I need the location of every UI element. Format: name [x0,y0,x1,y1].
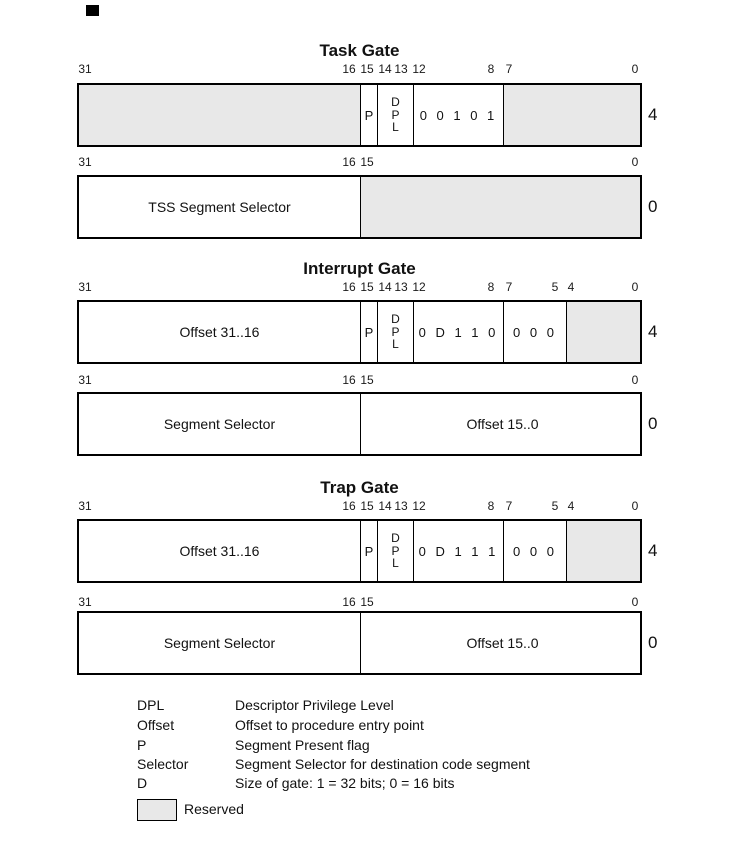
bit-number-label: 12 [412,280,426,294]
p-flag-cell: P [360,85,377,145]
p-flag-cell: P [360,302,377,362]
bit-number-label: 8 [487,280,495,294]
offset-31-16-field: Offset 31..16 [79,521,360,581]
byte-offset-label: 0 [648,633,658,652]
legend-term: Offset [137,717,175,733]
offset-15-0-field: Offset 15..0 [360,613,642,673]
task-gate-dword-0 [77,175,642,239]
interrupt-gate-dword-4 [77,300,642,364]
bit-number-label: 0 [631,499,639,513]
segment-selector-field: Segment Selector [79,394,360,454]
bit-number-label: 5 [551,280,559,294]
bit-number-label: 15 [360,595,374,609]
bit-number-label: 12 [412,62,426,76]
bit-number-label: 15 [360,280,374,294]
segment-selector-field: Segment Selector [79,613,360,673]
bit-number-label: 16 [342,155,356,169]
bit-number-label: 4 [567,499,575,513]
bit-number-label: 15 [360,155,374,169]
reserved-field [79,85,360,145]
trap-gate-dword-0 [77,611,642,675]
legend-term: P [137,737,147,753]
dpl-cell: D P L [377,302,413,362]
bit-number-label: 8 [487,62,495,76]
reserved-field [360,177,642,237]
bit-number-label: 0 [631,155,639,169]
bit-number-label: 16 [342,280,356,294]
bit-number-label: 14 [378,280,392,294]
bit-number-label: 16 [342,373,356,387]
legend-term: Selector [137,756,189,772]
bit-number-label: 0 [631,62,639,76]
bit-number-label: 15 [360,62,374,76]
bit-number-label: 31 [78,280,92,294]
bit-number-label: 14 [378,499,392,513]
byte-offset-label: 4 [648,105,658,124]
legend-description: Segment Present flag [235,737,370,753]
bit-number-label: 13 [394,280,408,294]
byte-offset-label: 0 [648,414,658,433]
bit-number-label: 16 [342,499,356,513]
bit-number-label: 7 [505,280,513,294]
bit-number-label: 31 [78,499,92,513]
legend-description: Offset to procedure entry point [235,717,424,733]
reserved-swatch [137,799,177,821]
tss-segment-selector-field: TSS Segment Selector [79,177,360,237]
bit-number-label: 31 [78,62,92,76]
reserved-field [566,302,642,362]
type-bits-cell: 0 0 0 [503,302,566,362]
legend-term: D [137,775,148,791]
trap-gate-dword-4 [77,519,642,583]
byte-offset-label: 4 [648,322,658,341]
legend-term: DPL [137,697,165,713]
legend-description: Segment Selector for destination code segment [235,756,530,772]
type-bits-cell: 0 D 1 1 0 [413,302,503,362]
task-gate-dword-4 [77,83,642,147]
legend-description: Size of gate: 1 = 32 bits; 0 = 16 bits [235,775,455,791]
p-flag-cell: P [360,521,377,581]
offset-31-16-field: Offset 31..16 [79,302,360,362]
reserved-field [566,521,642,581]
bit-number-label: 0 [631,280,639,294]
type-bits-cell: 0 D 1 1 1 [413,521,503,581]
bit-number-label: 7 [505,62,513,76]
bit-number-label: 16 [342,62,356,76]
bit-number-label: 4 [567,280,575,294]
bit-number-label: 31 [78,155,92,169]
type-bits-cell: 0 0 0 [503,521,566,581]
bit-number-label: 14 [378,62,392,76]
bit-number-label: 7 [505,499,513,513]
dpl-cell: D P L [377,85,413,145]
offset-15-0-field: Offset 15..0 [360,394,642,454]
bit-number-label: 16 [342,595,356,609]
trap-gate-title: Trap Gate [320,478,399,497]
task-gate-title: Task Gate [319,41,400,60]
interrupt-gate-dword-0 [77,392,642,456]
bit-number-label: 12 [412,499,426,513]
interrupt-gate-title: Interrupt Gate [303,259,416,278]
type-bits-cell: 0 0 1 0 1 [413,85,503,145]
corner-artifact-mark [86,5,99,16]
reserved-label: Reserved [184,801,244,817]
byte-offset-label: 4 [648,541,658,560]
byte-offset-label: 0 [648,197,658,216]
bit-number-label: 8 [487,499,495,513]
bit-number-label: 15 [360,373,374,387]
bit-number-label: 31 [78,373,92,387]
bit-number-label: 0 [631,595,639,609]
legend-description: Descriptor Privilege Level [235,697,394,713]
reserved-field [503,85,642,145]
dpl-cell: D P L [377,521,413,581]
bit-number-label: 13 [394,62,408,76]
bit-number-label: 31 [78,595,92,609]
bit-number-label: 0 [631,373,639,387]
bit-number-label: 5 [551,499,559,513]
bit-number-label: 13 [394,499,408,513]
bit-number-label: 15 [360,499,374,513]
